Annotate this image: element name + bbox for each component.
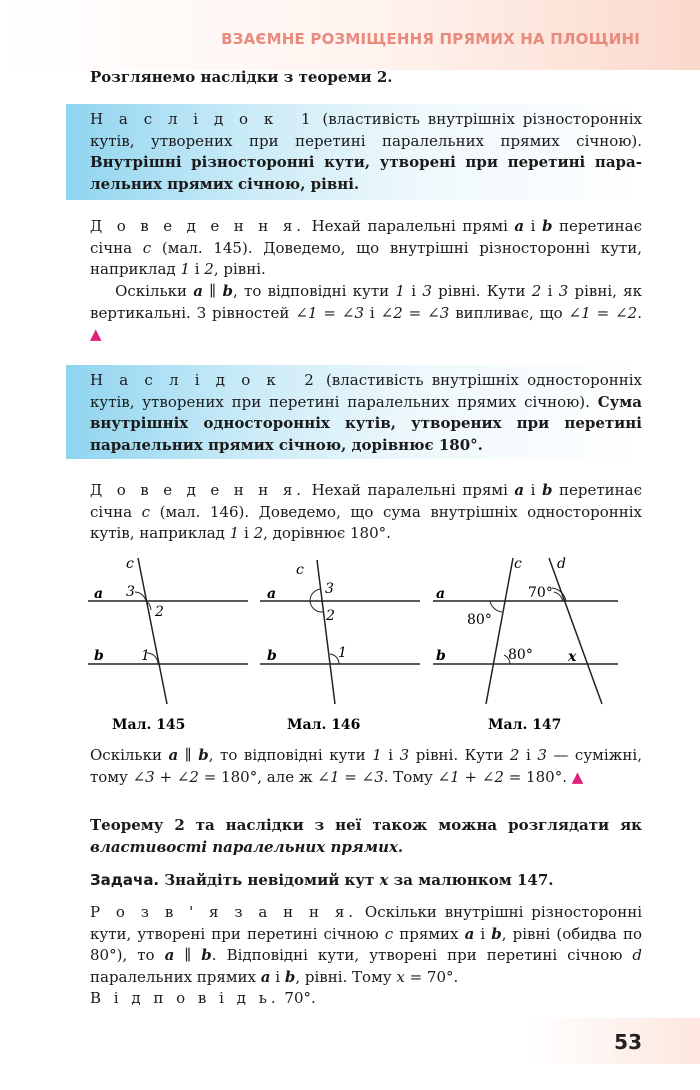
theorem-note-text: Теорему 2 та наслідки з неї також можна розглядати як	[90, 816, 642, 834]
solution-para: Р о з в ' я з а н н я. Оскільки внутрішні різносторонні кути, утворені при перетині січною c прямих a і b, рівні (обидва по 80°), то a ∥ b. Відповідні кути, утворені при перетині січною d паралельних прямих a і b, рівні. Тому x = 70°.	[90, 903, 643, 986]
proof-2-label: Д о в е д е н н я.	[90, 481, 306, 499]
f145-label-a: a	[94, 586, 104, 602]
f145-label-b: b	[94, 648, 104, 664]
f145-angle-1: 1	[141, 648, 150, 664]
f145-angle-3: 3	[126, 584, 135, 600]
corollary-2-box	[66, 365, 642, 459]
figure-146	[255, 552, 425, 742]
proof-1-label: Д о в е д е н н я.	[90, 217, 306, 235]
figure-147	[428, 552, 628, 742]
f147-label-d: d	[557, 556, 566, 572]
answer-value: 70°.	[279, 989, 316, 1007]
figure-145	[80, 552, 250, 742]
solution-label: Р о з в ' я з а н н я.	[90, 903, 358, 921]
f145-label-c: c	[126, 556, 134, 572]
f147-angle-80-upper: 80°	[467, 612, 492, 628]
proof-1-para-2: Оскільки a ∥ b, то відповідні кути 1 і 3 рівні. Кути 2 і 3 рівні, як вертикальні. З рівностей ∠1 = ∠3 і ∠2 = ∠3 випливає, що ∠1 = ∠2. ▲	[90, 282, 643, 343]
corollary-1-box	[66, 104, 642, 200]
page-number: 53	[614, 1030, 642, 1054]
corollary-1-note: (властивість внутрішніх різносторонніх кутів, утворених при перетині паралельних прямих січною).	[90, 110, 642, 150]
proof-2-para-1: Д о в е д е н н я. Нехай паралельні прямі a і b перетинає січна c (мал. 146). Доведемо, що сума внутрішніх односторонніх кутів, наприклад 1 і 2, дорівнює 180°.	[90, 481, 643, 542]
f147-angle-x: x	[568, 649, 577, 665]
end-of-proof-icon-2: ▲	[571, 767, 584, 786]
f147-label-b: b	[436, 648, 446, 664]
f146-label-c: c	[296, 562, 304, 578]
f146-angle-2: 2	[326, 608, 335, 624]
f145-angle-2: 2	[155, 604, 164, 620]
task-para: Задача. Знайдіть невідомий кут x за малюнком 147.	[90, 871, 554, 889]
corollary-1-statement: Внутрішні різносторонні кути, утворені при перетині паралельних прямих січною, рівні.	[90, 153, 642, 193]
corollary-2-statement: Сума внутрішніх односторонніх кутів, утворених при перетині паралельних прямих січною, дорівнює 180°.	[90, 392, 642, 454]
answer-label: В і д п о в і д ь.	[90, 989, 280, 1007]
corollary-2-note: (властивість внутрішніх односторонніх кутів, утворених при перетині паралельних прямих січною).	[90, 371, 642, 411]
f146-angle-3: 3	[325, 581, 334, 597]
f147-label-a: a	[436, 586, 446, 602]
f147-angle-70: 70°	[528, 585, 553, 601]
theorem-note	[90, 815, 642, 858]
f145-caption: Мал. 145	[112, 717, 186, 733]
theorem-note-italic: властивості паралельних прямих.	[90, 837, 404, 856]
after-figures-para: Оскільки a ∥ b, то відповідні кути 1 і 3 рівні. Кути 2 і 3 — суміжні, тому ∠3 + ∠2 = 180°, але ж ∠1 = ∠3. Тому ∠1 + ∠2 = 180°. ▲	[90, 746, 642, 786]
f146-label-a: a	[267, 586, 277, 602]
corollary-1-label: Н а с л і д о к 1	[90, 110, 315, 128]
f147-caption: Мал. 147	[488, 717, 562, 733]
corollary-2-label: Н а с л і д о к 2	[90, 371, 318, 389]
end-of-proof-icon: ▲	[90, 325, 102, 343]
proof-1-para-1: Д о в е д е н н я. Нехай паралельні прямі a і b перетинає січна c (мал. 145). Доведемо, що внутрішні різносторонні кути, наприклад 1 і 2, рівні.	[90, 217, 643, 278]
task-label: Задача.	[90, 871, 160, 889]
f147-angle-80-lower: 80°	[508, 647, 533, 663]
f146-label-b: b	[267, 648, 277, 664]
running-header: ВЗАЄМНЕ РОЗМІЩЕННЯ ПРЯМИХ НА ПЛОЩИНІ	[221, 30, 640, 48]
f147-label-c: c	[514, 556, 522, 572]
intro-text: Розглянемо наслідки з теореми 2.	[90, 68, 393, 86]
f146-angle-1: 1	[338, 645, 347, 661]
answer-para	[90, 988, 642, 1010]
f146-caption: Мал. 146	[287, 717, 361, 733]
